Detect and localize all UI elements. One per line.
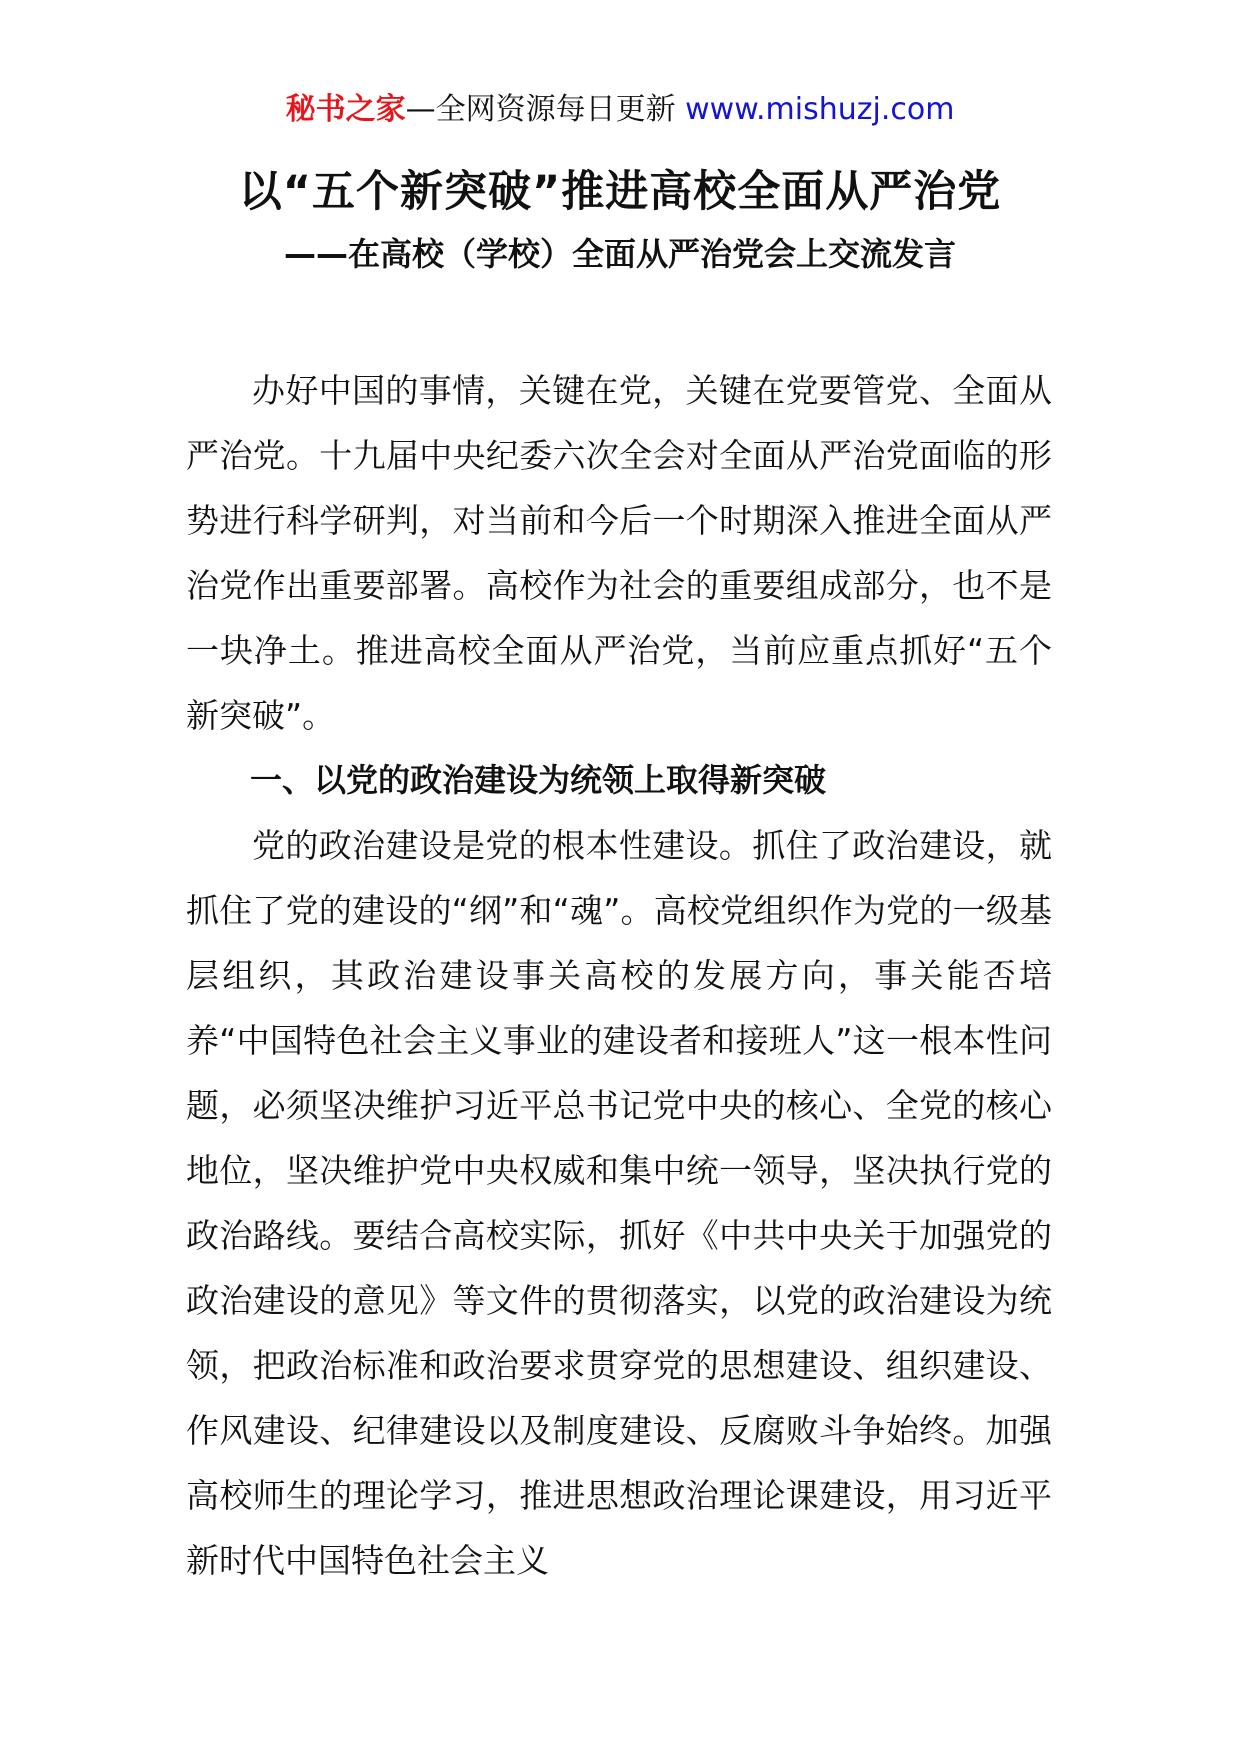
- site-header: [0, 90, 1240, 130]
- document-title: 以“五个新突破”推进高校全面从严治党: [238, 167, 1002, 217]
- intro-paragraph: 办好中国的事情，关键在党，关键在党要管党、全面从严治党。十九届中央纪委六次全会对全面从严治党面临的形势进行科学研判，对当前和今后一个时期深入推进全面从严治党作出重要部署。高校作为社会的重要组成部分，也不是一块净土。推进高校全面从严治党，当前应重点抓好“五个新突破”。: [186, 371, 1052, 735]
- brand-name: 秘书之家: [285, 92, 406, 127]
- document-body: [186, 358, 1052, 1593]
- header-tagline: —全网资源每日更新: [405, 92, 686, 127]
- site-url[interactable]: www.mishuzj.com: [685, 92, 955, 127]
- section-heading-1: 一、以党的政治建设为统领上取得新突破: [250, 761, 827, 799]
- section-paragraph-1: 党的政治建设是党的根本性建设。抓住了政治建设，就抓住了党的建设的“纲”和“魂”。高校党组织作为党的一级基层组织，其政治建设事关高校的发展方向，事关能否培养“中国特色社会主义事业的建设者和接班人”这一根本性问题，必须坚决维护习近平总书记党中央的核心、全党的核心地位，坚决维护党中央权威和集中统一领导，坚决执行党的政治路线。要结合高校实际，抓好《中共中央关于加强党的政治建设的意见》等文件的贯彻落实，以党的政治建设为统领，把政治标准和政治要求贯穿党的思想建设、组织建设、作风建设、纪律建设以及制度建设、反腐败斗争始终。加强高校师生的理论学习，推进思想政治理论课建设，用习近平新时代中国特色社会主义: [186, 826, 1052, 1580]
- document-subtitle: ——在高校（学校）全面从严治党会上交流发言: [283, 235, 956, 273]
